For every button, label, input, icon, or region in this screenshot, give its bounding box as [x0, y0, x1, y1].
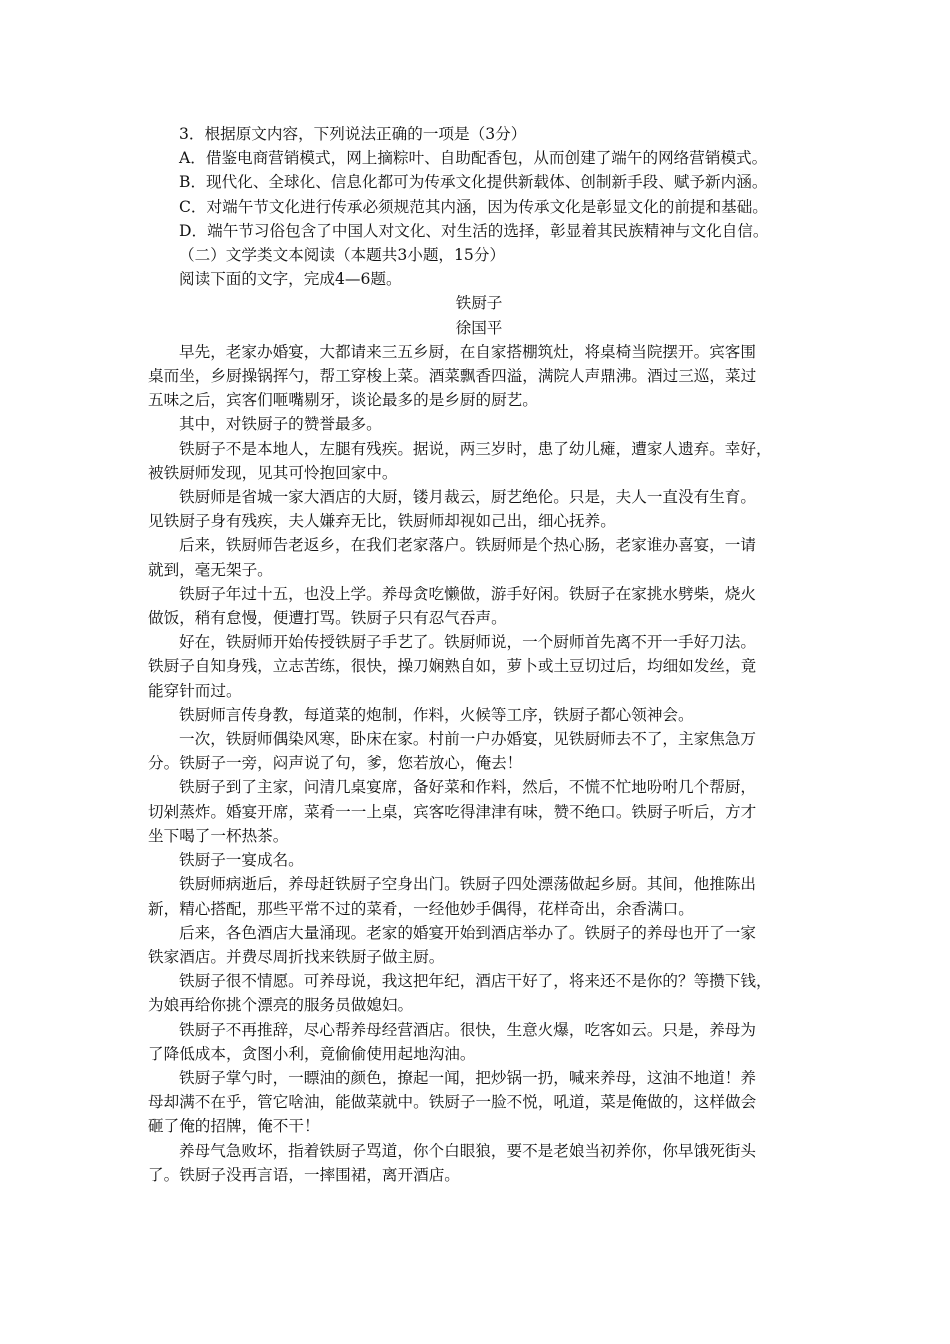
paragraph-line: 铁厨子一宴成名。 [179, 851, 304, 870]
story-paragraph [148, 775, 810, 848]
paragraph-line: 母却满不在乎，管它啥油，能做菜就中。铁厨子一脸不悦，吼道，菜是俺做的，这样做会 [148, 1093, 757, 1112]
paragraph-line: 桌而坐，乡厨操锅挥勺，帮工穿梭上菜。酒菜飘香四溢，满院人声鼎沸。酒过三巡，菜过 [148, 367, 757, 386]
paragraph-line: 坐下喝了一杯热茶。 [148, 826, 289, 845]
paragraph-line: 铁厨子很不情愿。可养母说，我这把年纪，酒店干好了，将来还不是你的？等攒下钱， [179, 972, 772, 991]
paragraph-line: 铁厨子不再推辞，尽心帮养母经营酒店。很快，生意火爆，吃客如云。只是，养母为 [179, 1020, 756, 1039]
story-paragraph [148, 437, 810, 485]
story-paragraph [148, 630, 810, 703]
paragraph-line: 铁厨师病逝后，养母赶铁厨子空身出门。铁厨子四处漂荡做起乡厨。其间，他推陈出 [179, 875, 756, 894]
story-paragraph [148, 412, 810, 436]
story-paragraph [148, 872, 810, 920]
paragraph-line: 早先，老家办婚宴，大都请来三五乡厨，在自家搭棚筑灶，将桌椅当院摆开。宾客围 [179, 342, 756, 361]
paragraph-line: 就到，毫无架子。 [148, 560, 273, 579]
section-instruction: 阅读下面的文字，完成4—6题。 [179, 270, 402, 289]
paragraph-line: 砸了俺的招牌，俺不干！ [148, 1117, 320, 1136]
paragraph-line: 铁厨子不是本地人，左腿有残疾。据说，两三岁时，患了幼儿瘫，遭家人遗弃。幸好， [179, 439, 772, 458]
story-paragraph [148, 727, 810, 775]
paragraph-line: 新，精心搭配，那些平常不过的菜肴，一经他妙手偶得，花样奇出，余香满口。 [148, 899, 694, 918]
paragraph-line: 被铁厨师发现，见其可怜抱回家中。 [148, 463, 398, 482]
paragraph-line: 分。铁厨子一旁，闷声说了句，爹，您若放心，俺去！ [148, 754, 523, 773]
question-3 [148, 122, 810, 243]
story-paragraph [148, 921, 810, 969]
paragraph-line: 后来，铁厨师告老返乡，在我们老家落户。铁厨师是个热心肠，老家谁办喜宴，一请 [179, 536, 756, 555]
paragraph-line: 铁厨子自知身残，立志苦练，很快，操刀娴熟自如，萝卜或土豆切过后，均细如发丝，竟 [148, 657, 757, 676]
story-paragraph [148, 582, 810, 630]
story-paragraph [148, 1066, 810, 1139]
option-c: C．对端午节文化进行传承必须规范其内涵，因为传承文化是彰显文化的前提和基础。 [179, 197, 768, 216]
paragraph-line: 铁厨子年过十五，也没上学。养母贪吃懒做，游手好闲。铁厨子在家挑水劈柴，烧火 [179, 584, 756, 603]
story-author: 徐国平 [455, 318, 503, 337]
paragraph-line: 好在，铁厨师开始传授铁厨子手艺了。铁厨师说，一个厨师首先离不开一手好刀法。 [179, 633, 756, 652]
paragraph-line: 铁厨子掌勺时，一瞟油的颜色，撩起一闻，把炒锅一扔，喊来养母，这油不地道！养 [179, 1068, 756, 1087]
paragraph-line: 养母气急败坏，指着铁厨子骂道，你个白眼狼，要不是老娘当初养你，你早饿死街头 [179, 1141, 756, 1160]
paragraph-line: 能穿针而过。 [148, 681, 242, 700]
story-paragraph [148, 703, 810, 727]
paragraph-line: 做饭，稍有怠慢，便遭打骂。铁厨子只有忍气吞声。 [148, 609, 507, 628]
document-page [148, 122, 810, 1187]
paragraph-line: 一次，铁厨师偶染风寒，卧床在家。村前一户办婚宴，见铁厨师去不了，主家焦急万 [179, 730, 756, 749]
paragraph-line: 其中，对铁厨子的赞誉最多。 [179, 415, 382, 434]
story-paragraph [148, 1139, 810, 1187]
paragraph-line: 切剁蒸炸。婚宴开席，菜肴一一上桌，宾客吃得津津有味，赞不绝口。铁厨子听后，方才 [148, 802, 757, 821]
paragraph-line: 了。铁厨子没再言语，一摔围裙，离开酒店。 [148, 1165, 460, 1184]
paragraph-line: 了降低成本，贪图小利，竟偷偷使用起地沟油。 [148, 1044, 476, 1063]
story-paragraph [148, 485, 810, 533]
option-a: A．借鉴电商营销模式，网上摘粽叶、自助配香包，从而创建了端午的网络营销模式。 [179, 149, 768, 168]
option-b: B．现代化、全球化、信息化都可为传承文化提供新载体、创制新手段、赋予新内涵。 [179, 173, 768, 192]
story-paragraph [148, 969, 810, 1017]
paragraph-line: 铁厨师言传身教，每道菜的炮制，作料，火候等工序，铁厨子都心领神会。 [179, 705, 694, 724]
story-paragraph [148, 533, 810, 581]
option-d: D．端午节习俗包含了中国人对文化、对生活的选择，彰显着其民族精神与文化自信。 [179, 221, 769, 240]
paragraph-line: 铁家酒店。并费尽周折找来铁厨子做主厨。 [148, 947, 445, 966]
paragraph-line: 五味之后，宾客们咂嘴剔牙，谈论最多的是乡厨的厨艺。 [148, 391, 538, 410]
paragraph-line: 后来，各色酒店大量涌现。老家的婚宴开始到酒店举办了。铁厨子的养母也开了一家 [179, 923, 756, 942]
story-paragraph [148, 1018, 810, 1066]
story-paragraph [148, 340, 810, 413]
paragraph-line: 为娘再给你挑个漂亮的服务员做媳妇。 [148, 996, 414, 1015]
section-heading: （二）文学类文本阅读（本题共3小题，15分） [179, 246, 506, 265]
paragraph-line: 铁厨师是省城一家大酒店的大厨，镂月裁云，厨艺绝伦。只是，夫人一直没有生育。 [179, 488, 756, 507]
story-paragraph [148, 848, 810, 872]
paragraph-line: 铁厨子到了主家，问清几桌宴席，备好菜和作料，然后，不慌不忙地吩咐几个帮厨， [179, 778, 756, 797]
story-body [148, 340, 810, 1187]
paragraph-line: 见铁厨子身有残疾，夫人嫌弃无比，铁厨师却视如己出，细心抚养。 [148, 512, 616, 531]
question-stem: 3．根据原文内容，下列说法正确的一项是（3分） [179, 125, 527, 143]
story-title: 铁厨子 [455, 294, 503, 313]
